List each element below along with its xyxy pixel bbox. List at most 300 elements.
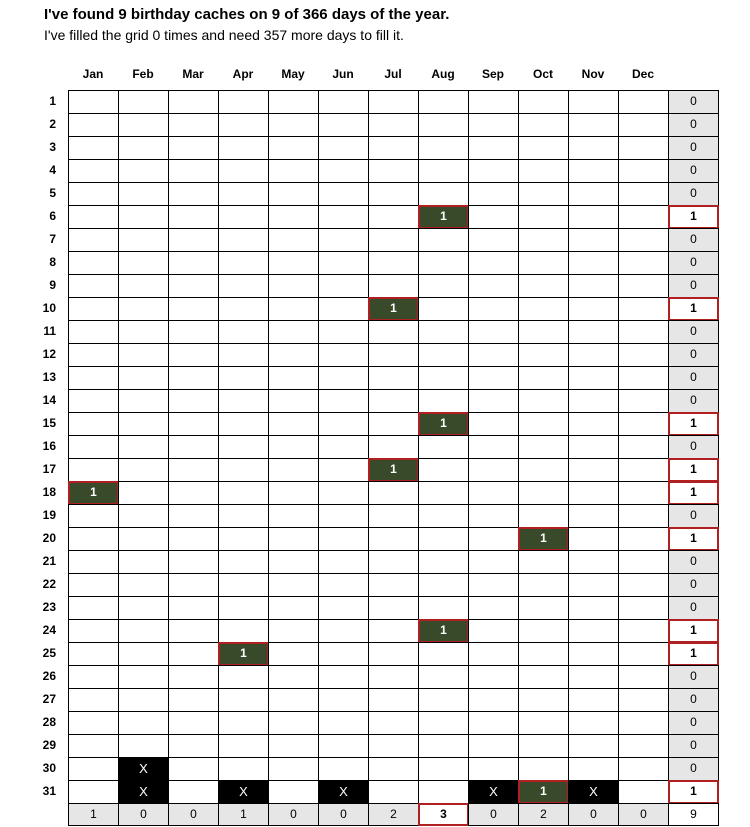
empty-cell[interactable]: [268, 228, 319, 252]
empty-cell[interactable]: [68, 251, 119, 275]
empty-cell[interactable]: [118, 596, 169, 620]
empty-cell[interactable]: [68, 297, 119, 321]
empty-cell[interactable]: [518, 90, 569, 114]
empty-cell[interactable]: [368, 573, 419, 597]
empty-cell[interactable]: [418, 297, 469, 321]
empty-cell[interactable]: [268, 113, 319, 137]
empty-cell[interactable]: [118, 573, 169, 597]
empty-cell[interactable]: [268, 389, 319, 413]
empty-cell[interactable]: [368, 619, 419, 643]
empty-cell[interactable]: [218, 205, 269, 229]
empty-cell[interactable]: [68, 665, 119, 689]
empty-cell[interactable]: [618, 366, 669, 390]
empty-cell[interactable]: [468, 504, 519, 528]
empty-cell[interactable]: [318, 435, 369, 459]
empty-cell[interactable]: [468, 596, 519, 620]
empty-cell[interactable]: [618, 780, 669, 804]
empty-cell[interactable]: [318, 412, 369, 436]
empty-cell[interactable]: [368, 159, 419, 183]
empty-cell[interactable]: [118, 504, 169, 528]
empty-cell[interactable]: [168, 251, 219, 275]
empty-cell[interactable]: [268, 550, 319, 574]
empty-cell[interactable]: [568, 113, 619, 137]
empty-cell[interactable]: [268, 343, 319, 367]
empty-cell[interactable]: [618, 481, 669, 505]
empty-cell[interactable]: [268, 527, 319, 551]
empty-cell[interactable]: [268, 297, 319, 321]
empty-cell[interactable]: [218, 665, 269, 689]
empty-cell[interactable]: [468, 274, 519, 298]
empty-cell[interactable]: [168, 734, 219, 758]
empty-cell[interactable]: [468, 412, 519, 436]
empty-cell[interactable]: [418, 527, 469, 551]
empty-cell[interactable]: [218, 343, 269, 367]
empty-cell[interactable]: [68, 619, 119, 643]
empty-cell[interactable]: [568, 734, 619, 758]
empty-cell[interactable]: [568, 182, 619, 206]
empty-cell[interactable]: [468, 205, 519, 229]
empty-cell[interactable]: [468, 366, 519, 390]
empty-cell[interactable]: [468, 251, 519, 275]
empty-cell[interactable]: [568, 205, 619, 229]
empty-cell[interactable]: [68, 343, 119, 367]
empty-cell[interactable]: [168, 665, 219, 689]
empty-cell[interactable]: [268, 274, 319, 298]
empty-cell[interactable]: [618, 297, 669, 321]
empty-cell[interactable]: [168, 642, 219, 666]
empty-cell[interactable]: [618, 665, 669, 689]
empty-cell[interactable]: [318, 251, 369, 275]
empty-cell[interactable]: [518, 182, 569, 206]
empty-cell[interactable]: [418, 642, 469, 666]
empty-cell[interactable]: [568, 688, 619, 712]
empty-cell[interactable]: [218, 435, 269, 459]
empty-cell[interactable]: [518, 550, 569, 574]
empty-cell[interactable]: [618, 182, 669, 206]
empty-cell[interactable]: [268, 159, 319, 183]
empty-cell[interactable]: [468, 136, 519, 160]
empty-cell[interactable]: [618, 573, 669, 597]
empty-cell[interactable]: [568, 757, 619, 781]
empty-cell[interactable]: [418, 251, 469, 275]
empty-cell[interactable]: [318, 274, 369, 298]
empty-cell[interactable]: [568, 412, 619, 436]
empty-cell[interactable]: [418, 274, 469, 298]
empty-cell[interactable]: [118, 274, 169, 298]
found-cell[interactable]: 1: [518, 527, 569, 551]
empty-cell[interactable]: [168, 320, 219, 344]
empty-cell[interactable]: [618, 527, 669, 551]
empty-cell[interactable]: [618, 642, 669, 666]
empty-cell[interactable]: [418, 389, 469, 413]
empty-cell[interactable]: [268, 205, 319, 229]
empty-cell[interactable]: [568, 228, 619, 252]
empty-cell[interactable]: [168, 780, 219, 804]
empty-cell[interactable]: [68, 113, 119, 137]
empty-cell[interactable]: [368, 343, 419, 367]
empty-cell[interactable]: [218, 619, 269, 643]
empty-cell[interactable]: [368, 320, 419, 344]
empty-cell[interactable]: [618, 734, 669, 758]
empty-cell[interactable]: [118, 113, 169, 137]
empty-cell[interactable]: [118, 228, 169, 252]
empty-cell[interactable]: [318, 297, 369, 321]
empty-cell[interactable]: [618, 412, 669, 436]
empty-cell[interactable]: [118, 205, 169, 229]
empty-cell[interactable]: [318, 389, 369, 413]
empty-cell[interactable]: [168, 596, 219, 620]
empty-cell[interactable]: [618, 136, 669, 160]
empty-cell[interactable]: [218, 527, 269, 551]
empty-cell[interactable]: [218, 297, 269, 321]
empty-cell[interactable]: [68, 711, 119, 735]
empty-cell[interactable]: [468, 435, 519, 459]
empty-cell[interactable]: [218, 550, 269, 574]
empty-cell[interactable]: [168, 481, 219, 505]
found-cell[interactable]: 1: [368, 297, 419, 321]
empty-cell[interactable]: [568, 458, 619, 482]
empty-cell[interactable]: [418, 734, 469, 758]
empty-cell[interactable]: [118, 665, 169, 689]
empty-cell[interactable]: [318, 550, 369, 574]
empty-cell[interactable]: [268, 596, 319, 620]
empty-cell[interactable]: [518, 757, 569, 781]
empty-cell[interactable]: [618, 757, 669, 781]
empty-cell[interactable]: [168, 90, 219, 114]
empty-cell[interactable]: [168, 389, 219, 413]
empty-cell[interactable]: [618, 320, 669, 344]
found-cell[interactable]: 1: [418, 619, 469, 643]
empty-cell[interactable]: [618, 389, 669, 413]
empty-cell[interactable]: [418, 550, 469, 574]
empty-cell[interactable]: [118, 343, 169, 367]
empty-cell[interactable]: [368, 550, 419, 574]
empty-cell[interactable]: [318, 136, 369, 160]
empty-cell[interactable]: [68, 320, 119, 344]
empty-cell[interactable]: [368, 780, 419, 804]
empty-cell[interactable]: [368, 136, 419, 160]
empty-cell[interactable]: [418, 159, 469, 183]
found-cell[interactable]: 1: [218, 642, 269, 666]
empty-cell[interactable]: [118, 711, 169, 735]
empty-cell[interactable]: [218, 90, 269, 114]
empty-cell[interactable]: [518, 159, 569, 183]
empty-cell[interactable]: [68, 412, 119, 436]
empty-cell[interactable]: [518, 228, 569, 252]
empty-cell[interactable]: [168, 366, 219, 390]
empty-cell[interactable]: [218, 274, 269, 298]
empty-cell[interactable]: [318, 481, 369, 505]
empty-cell[interactable]: [368, 481, 419, 505]
empty-cell[interactable]: [168, 504, 219, 528]
empty-cell[interactable]: [118, 619, 169, 643]
empty-cell[interactable]: [168, 573, 219, 597]
empty-cell[interactable]: [418, 343, 469, 367]
empty-cell[interactable]: [218, 228, 269, 252]
empty-cell[interactable]: [268, 435, 319, 459]
empty-cell[interactable]: [368, 389, 419, 413]
empty-cell[interactable]: [268, 412, 319, 436]
empty-cell[interactable]: [568, 711, 619, 735]
empty-cell[interactable]: [518, 734, 569, 758]
empty-cell[interactable]: [518, 481, 569, 505]
empty-cell[interactable]: [368, 665, 419, 689]
empty-cell[interactable]: [468, 297, 519, 321]
empty-cell[interactable]: [518, 619, 569, 643]
empty-cell[interactable]: [318, 182, 369, 206]
empty-cell[interactable]: [118, 481, 169, 505]
empty-cell[interactable]: [468, 343, 519, 367]
empty-cell[interactable]: [568, 619, 619, 643]
empty-cell[interactable]: [68, 228, 119, 252]
empty-cell[interactable]: [618, 205, 669, 229]
empty-cell[interactable]: [68, 757, 119, 781]
empty-cell[interactable]: [468, 159, 519, 183]
empty-cell[interactable]: [468, 665, 519, 689]
empty-cell[interactable]: [568, 90, 619, 114]
empty-cell[interactable]: [268, 711, 319, 735]
empty-cell[interactable]: [568, 596, 619, 620]
empty-cell[interactable]: [418, 780, 469, 804]
empty-cell[interactable]: [318, 113, 369, 137]
empty-cell[interactable]: [118, 389, 169, 413]
empty-cell[interactable]: [618, 274, 669, 298]
empty-cell[interactable]: [118, 159, 169, 183]
empty-cell[interactable]: [568, 136, 619, 160]
found-cell[interactable]: 1: [68, 481, 119, 505]
empty-cell[interactable]: [418, 320, 469, 344]
empty-cell[interactable]: [418, 435, 469, 459]
empty-cell[interactable]: [518, 412, 569, 436]
found-cell[interactable]: 1: [418, 205, 469, 229]
empty-cell[interactable]: [468, 550, 519, 574]
empty-cell[interactable]: [518, 320, 569, 344]
empty-cell[interactable]: [168, 228, 219, 252]
empty-cell[interactable]: [68, 366, 119, 390]
empty-cell[interactable]: [368, 711, 419, 735]
empty-cell[interactable]: [368, 412, 419, 436]
empty-cell[interactable]: [468, 481, 519, 505]
empty-cell[interactable]: [218, 320, 269, 344]
empty-cell[interactable]: [318, 366, 369, 390]
empty-cell[interactable]: [518, 642, 569, 666]
empty-cell[interactable]: [518, 458, 569, 482]
empty-cell[interactable]: [468, 757, 519, 781]
empty-cell[interactable]: [218, 688, 269, 712]
empty-cell[interactable]: [218, 136, 269, 160]
empty-cell[interactable]: [468, 527, 519, 551]
empty-cell[interactable]: [168, 182, 219, 206]
empty-cell[interactable]: [468, 228, 519, 252]
empty-cell[interactable]: [68, 596, 119, 620]
found-cell[interactable]: 1: [368, 458, 419, 482]
empty-cell[interactable]: [418, 711, 469, 735]
empty-cell[interactable]: [568, 343, 619, 367]
empty-cell[interactable]: [268, 642, 319, 666]
empty-cell[interactable]: [618, 90, 669, 114]
empty-cell[interactable]: [468, 90, 519, 114]
empty-cell[interactable]: [168, 711, 219, 735]
empty-cell[interactable]: [368, 90, 419, 114]
empty-cell[interactable]: [68, 550, 119, 574]
empty-cell[interactable]: [468, 619, 519, 643]
empty-cell[interactable]: [418, 113, 469, 137]
empty-cell[interactable]: [468, 688, 519, 712]
empty-cell[interactable]: [68, 136, 119, 160]
empty-cell[interactable]: [218, 159, 269, 183]
empty-cell[interactable]: [318, 458, 369, 482]
empty-cell[interactable]: [368, 734, 419, 758]
empty-cell[interactable]: [68, 780, 119, 804]
empty-cell[interactable]: [168, 297, 219, 321]
empty-cell[interactable]: [168, 343, 219, 367]
empty-cell[interactable]: [518, 205, 569, 229]
empty-cell[interactable]: [118, 90, 169, 114]
empty-cell[interactable]: [68, 159, 119, 183]
empty-cell[interactable]: [268, 458, 319, 482]
empty-cell[interactable]: [568, 159, 619, 183]
empty-cell[interactable]: [268, 320, 319, 344]
empty-cell[interactable]: [318, 665, 369, 689]
empty-cell[interactable]: [368, 251, 419, 275]
empty-cell[interactable]: [618, 550, 669, 574]
empty-cell[interactable]: [518, 665, 569, 689]
empty-cell[interactable]: [518, 113, 569, 137]
empty-cell[interactable]: [118, 734, 169, 758]
empty-cell[interactable]: [218, 481, 269, 505]
empty-cell[interactable]: [218, 366, 269, 390]
empty-cell[interactable]: [418, 573, 469, 597]
empty-cell[interactable]: [118, 366, 169, 390]
empty-cell[interactable]: [68, 90, 119, 114]
empty-cell[interactable]: [118, 297, 169, 321]
empty-cell[interactable]: [568, 642, 619, 666]
empty-cell[interactable]: [418, 136, 469, 160]
empty-cell[interactable]: [568, 504, 619, 528]
empty-cell[interactable]: [368, 205, 419, 229]
empty-cell[interactable]: [568, 389, 619, 413]
empty-cell[interactable]: [168, 205, 219, 229]
empty-cell[interactable]: [518, 297, 569, 321]
empty-cell[interactable]: [218, 757, 269, 781]
empty-cell[interactable]: [468, 573, 519, 597]
empty-cell[interactable]: [68, 504, 119, 528]
empty-cell[interactable]: [268, 665, 319, 689]
empty-cell[interactable]: [368, 182, 419, 206]
empty-cell[interactable]: [468, 458, 519, 482]
empty-cell[interactable]: [118, 435, 169, 459]
empty-cell[interactable]: [118, 412, 169, 436]
empty-cell[interactable]: [318, 711, 369, 735]
empty-cell[interactable]: [118, 251, 169, 275]
empty-cell[interactable]: [518, 366, 569, 390]
empty-cell[interactable]: [468, 734, 519, 758]
empty-cell[interactable]: [68, 642, 119, 666]
empty-cell[interactable]: [218, 504, 269, 528]
empty-cell[interactable]: [318, 90, 369, 114]
empty-cell[interactable]: [168, 550, 219, 574]
empty-cell[interactable]: [118, 642, 169, 666]
empty-cell[interactable]: [418, 228, 469, 252]
empty-cell[interactable]: [468, 320, 519, 344]
empty-cell[interactable]: [568, 297, 619, 321]
empty-cell[interactable]: [368, 366, 419, 390]
empty-cell[interactable]: [518, 711, 569, 735]
empty-cell[interactable]: [568, 481, 619, 505]
empty-cell[interactable]: [368, 113, 419, 137]
empty-cell[interactable]: [418, 481, 469, 505]
empty-cell[interactable]: [368, 274, 419, 298]
empty-cell[interactable]: [518, 435, 569, 459]
empty-cell[interactable]: [418, 182, 469, 206]
empty-cell[interactable]: [168, 412, 219, 436]
empty-cell[interactable]: [268, 182, 319, 206]
empty-cell[interactable]: [268, 251, 319, 275]
empty-cell[interactable]: [618, 596, 669, 620]
empty-cell[interactable]: [68, 182, 119, 206]
empty-cell[interactable]: [168, 619, 219, 643]
empty-cell[interactable]: [568, 274, 619, 298]
empty-cell[interactable]: [568, 573, 619, 597]
empty-cell[interactable]: [218, 113, 269, 137]
empty-cell[interactable]: [618, 711, 669, 735]
empty-cell[interactable]: [368, 435, 419, 459]
empty-cell[interactable]: [268, 757, 319, 781]
empty-cell[interactable]: [618, 619, 669, 643]
empty-cell[interactable]: [418, 688, 469, 712]
empty-cell[interactable]: [168, 435, 219, 459]
empty-cell[interactable]: [618, 504, 669, 528]
empty-cell[interactable]: [168, 274, 219, 298]
empty-cell[interactable]: [268, 780, 319, 804]
empty-cell[interactable]: [218, 182, 269, 206]
empty-cell[interactable]: [568, 320, 619, 344]
empty-cell[interactable]: [318, 642, 369, 666]
empty-cell[interactable]: [468, 182, 519, 206]
empty-cell[interactable]: [118, 688, 169, 712]
empty-cell[interactable]: [68, 527, 119, 551]
empty-cell[interactable]: [368, 596, 419, 620]
empty-cell[interactable]: [618, 343, 669, 367]
empty-cell[interactable]: [368, 642, 419, 666]
empty-cell[interactable]: [268, 136, 319, 160]
empty-cell[interactable]: [218, 412, 269, 436]
empty-cell[interactable]: [318, 343, 369, 367]
empty-cell[interactable]: [118, 136, 169, 160]
empty-cell[interactable]: [618, 228, 669, 252]
empty-cell[interactable]: [68, 688, 119, 712]
empty-cell[interactable]: [218, 389, 269, 413]
empty-cell[interactable]: [318, 320, 369, 344]
empty-cell[interactable]: [518, 251, 569, 275]
empty-cell[interactable]: [168, 688, 219, 712]
empty-cell[interactable]: [68, 389, 119, 413]
empty-cell[interactable]: [218, 573, 269, 597]
empty-cell[interactable]: [318, 596, 369, 620]
empty-cell[interactable]: [368, 757, 419, 781]
empty-cell[interactable]: [318, 734, 369, 758]
empty-cell[interactable]: [618, 113, 669, 137]
empty-cell[interactable]: [568, 527, 619, 551]
empty-cell[interactable]: [318, 619, 369, 643]
empty-cell[interactable]: [418, 458, 469, 482]
empty-cell[interactable]: [468, 113, 519, 137]
empty-cell[interactable]: [518, 136, 569, 160]
empty-cell[interactable]: [218, 458, 269, 482]
empty-cell[interactable]: [68, 458, 119, 482]
empty-cell[interactable]: [518, 688, 569, 712]
empty-cell[interactable]: [268, 573, 319, 597]
